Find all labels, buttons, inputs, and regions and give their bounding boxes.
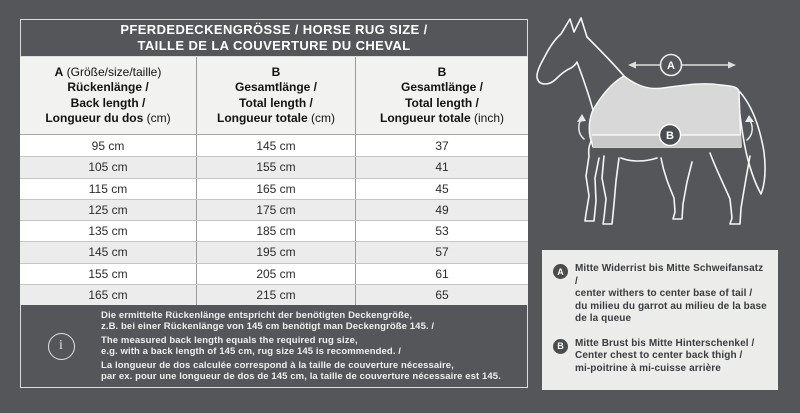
cell-total-cm: 165 cm [196,179,355,199]
cell-back-length: 155 cm [88,266,128,281]
cell-back-length: 135 cm [88,224,128,239]
cell-total-cm: 205 cm [196,264,355,284]
table-row [20,178,528,199]
title-line-1: PFERDEDECKENGRÖSSE / HORSE RUG SIZE / [120,22,428,37]
wrap-arrow-front [577,114,586,139]
note-paragraph-en: The measured back length equals the required rug size, e.g. with a back length of 145 cm, rug size 145 is recommended. / [101,334,402,357]
cell-back-length: 125 cm [88,202,128,217]
cell-total-inch: 49 [355,200,528,220]
size-chart-title [20,19,528,57]
title-line-2: TAILLE DE LA COUVERTURE DU CHEVAL [137,38,411,53]
note-paragraph-de: Die ermittelte Rückenlänge entspricht der benötigten Deckengröße, z.B. bei einer Rückenlänge von 145 cm benötigt man Deckengröße 145. / [101,309,435,332]
info-icon [48,333,75,360]
cell-total-inch: 61 [355,264,528,284]
measurement-legend [542,250,778,390]
cell-back-length: 165 cm [88,287,128,302]
legend-a-text: Mitte Widerrist bis Mitte Schweifansatz / center withers to center base of tail / du milieu du garrot au milieu de la base de la queue [575,263,767,324]
legend-b-badge: B [553,339,568,354]
size-table-header [20,57,528,135]
cell-total-cm: 175 cm [196,200,355,220]
info-icon-glyph: i [59,338,63,353]
cell-total-cm: 155 cm [196,157,355,177]
cell-total-inch: 45 [355,179,528,199]
info-icon-column [21,333,101,360]
table-row [20,263,528,284]
header-col-total-length-cm: B Gesamtlänge / Total length / Longueur totale (cm) [196,57,355,134]
cell-total-cm: 185 cm [196,221,355,241]
svg-text:B: B [666,130,674,142]
cell-total-inch: 65 [355,285,528,305]
size-table [20,57,528,305]
wrap-arrow-rear [745,115,754,140]
cell-total-inch: 57 [355,242,528,262]
cell-total-inch: 37 [355,135,528,156]
cell-back-length: 115 cm [88,181,128,196]
table-row [20,284,528,305]
header-col-total-length-inch: B Gesamtlänge / Total length / Longueur totale (inch) [355,57,528,134]
horse-measurement-diagram [533,6,800,246]
note-text [101,308,527,385]
svg-text:A: A [667,60,675,72]
cell-back-length: 145 cm [88,245,128,260]
cell-total-cm: 145 cm [196,135,355,156]
table-row [20,135,528,156]
header-col-back-length: A (Größe/size/taille) Rückenlänge / Back length / Longueur du dos (cm) [45,64,171,125]
note-paragraph-fr: La longueur de dos calculée correspond à la taille de couverture nécessaire, par ex. pour une longueur de dos de 145 cm, la taille de couverture nécessaire est 145. [101,359,501,382]
cell-total-cm: 215 cm [196,285,355,305]
measuring-note [20,305,528,388]
marker-b-badge [660,125,681,146]
table-row [20,220,528,241]
cell-total-inch: 41 [355,157,528,177]
legend-a-badge: A [553,264,568,279]
table-row [20,241,528,262]
cell-total-inch: 53 [355,221,528,241]
cell-back-length: 105 cm [88,160,128,175]
table-row [20,199,528,220]
legend-b-text: Mitte Brust bis Mitte Hinterschenkel / Center chest to center back thigh / mi-poitrine à mi-cuisse arrière [575,337,755,374]
cell-back-length: 95 cm [91,138,125,153]
table-row [20,156,528,177]
legend-item-b [553,338,767,376]
cell-total-cm: 195 cm [196,242,355,262]
legend-item-a [553,263,767,326]
marker-a-badge [661,55,682,76]
